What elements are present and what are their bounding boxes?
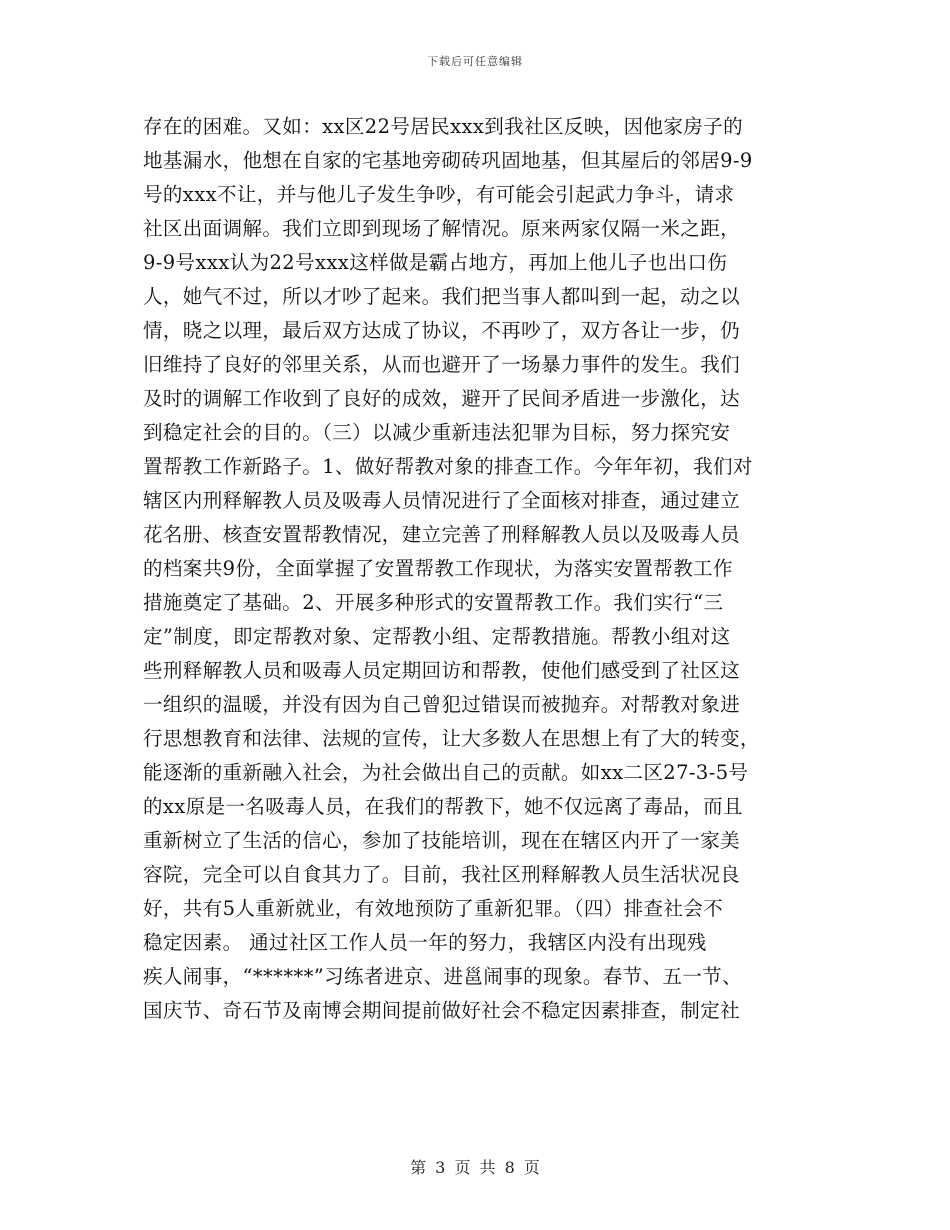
body-line: 定”制度，即定帮教对象、定帮教小组、定帮教措施。帮教小组对这 (143, 625, 731, 648)
body-line: 好，共有5人重新就业，有效地预防了重新犯罪。（四）排查社会不 (143, 897, 724, 920)
page-number: 第 3 页 共 8 页 (410, 1158, 540, 1177)
body-line: 置帮教工作新路子。1、做好帮教对象的排查工作。今年年初，我们对 (143, 455, 753, 478)
body-line: 能逐渐的重新融入社会，为社会做出自己的贡献。如xx二区27-3-5号 (143, 761, 749, 784)
body-line: 国庆节、奇石节及南博会期间提前做好社会不稳定因素排查，制定社 (143, 999, 741, 1022)
body-line: 号的xxx不让，并与他儿子发生争吵，有可能会引起武力争斗，请求 (143, 183, 735, 206)
body-line: 些刑释解教人员和吸毒人员定期回访和帮教，使他们感受到了社区这 (143, 659, 741, 682)
body-line: 花名册、核查安置帮教情况，建立完善了刑释解教人员以及吸毒人员 (143, 523, 741, 546)
body-line: 疾人闹事，“******”习练者进京、进邕闹事的现象。春节、五一节、 (143, 965, 743, 988)
body-line: 的档案共9份，全面掌握了安置帮教工作现状，为落实安置帮教工作 (143, 557, 733, 580)
body-line: 旧维持了良好的邻里关系，从而也避开了一场暴力事件的发生。我们 (143, 353, 741, 376)
body-line: 到稳定社会的目的。（三）以减少重新违法犯罪为目标，努力探究安 (143, 421, 731, 444)
body-line: 重新树立了生活的信心，参加了技能培训，现在在辖区内开了一家美 (143, 829, 741, 852)
body-line: 存在的困难。又如：xx区22号居民xxx到我社区反映，因他家房子的 (143, 115, 743, 138)
body-line: 地基漏水，他想在自家的宅基地旁砌砖巩固地基，但其屋后的邻居9-9 (143, 149, 753, 172)
body-line: 及时的调解工作收到了良好的成效，避开了民间矛盾进一步激化，达 (143, 387, 741, 410)
body-line: 的xx原是一名吸毒人员，在我们的帮教下，她不仅远离了毒品，而且 (143, 795, 743, 818)
body-line: 社区出面调解。我们立即到现场了解情况。原来两家仅隔一米之距， (143, 217, 741, 240)
body-line: 一组织的温暖，并没有因为自己曾犯过错误而被抛弃。对帮教对象进 (143, 693, 741, 716)
body-line: 辖区内刑释解教人员及吸毒人员情况进行了全面核对排查，通过建立 (143, 489, 741, 512)
page-header-note: 下载后可任意编辑 (427, 55, 523, 68)
body-line: 9-9号xxx认为22号xxx这样做是霸占地方，再加上他儿子也出口伤 (143, 251, 728, 274)
body-line: 行思想教育和法律、法规的宣传，让大多数人在思想上有了大的转变， (143, 727, 760, 750)
body-line: 情，晓之以理，最后双方达成了协议，不再吵了，双方各让一步，仍 (143, 319, 741, 342)
body-line: 人，她气不过，所以才吵了起来。我们把当事人都叫到一起，动之以 (143, 285, 741, 308)
body-line: 措施奠定了基础。2、开展多种形式的安置帮教工作。我们实行“三 (143, 591, 724, 614)
body-line: 容院，完全可以自食其力了。目前，我社区刑释解教人员生活状况良 (143, 863, 741, 886)
document-body (143, 110, 813, 1028)
body-line: 稳定因素。 通过社区工作人员一年的努力，我辖区内没有出现残 (143, 931, 707, 954)
